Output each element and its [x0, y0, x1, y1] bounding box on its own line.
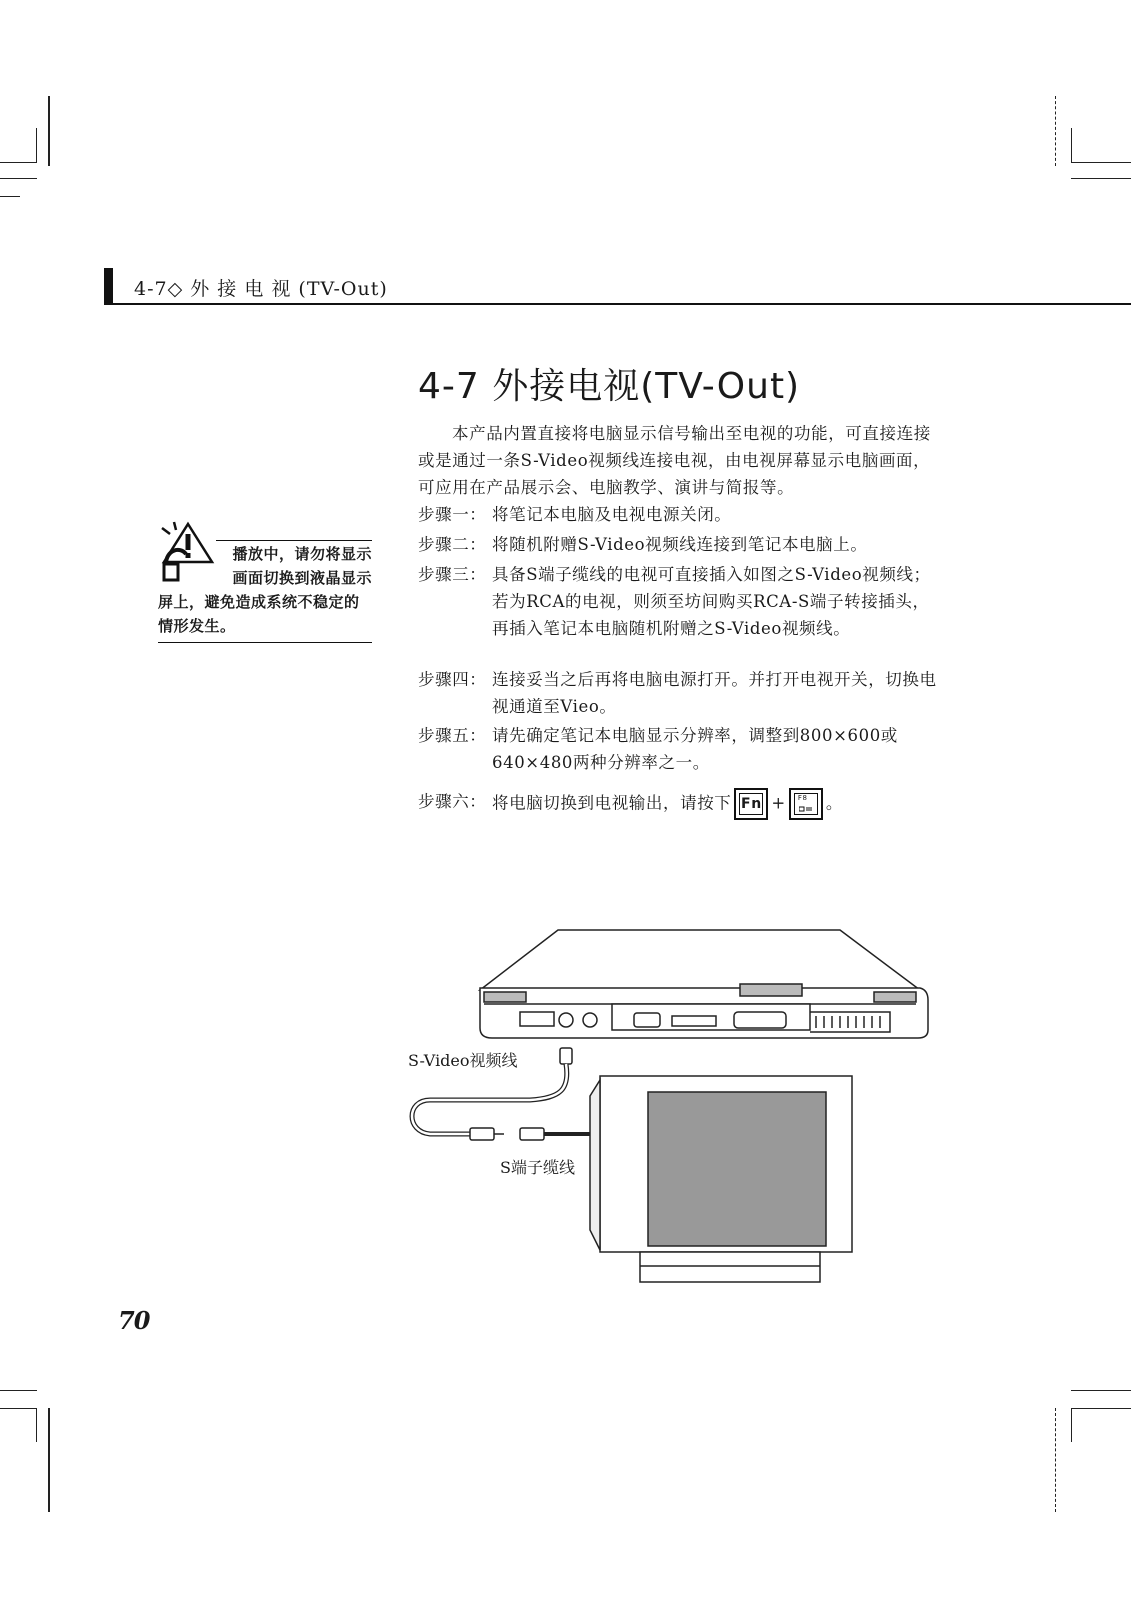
running-header-text: 4-7◇ 外 接 电 视 (TV-Out)	[134, 278, 388, 300]
note-bottom-rule	[158, 642, 372, 643]
f8-key-icon	[789, 788, 823, 820]
crop-mark	[1071, 128, 1072, 162]
step-label: 步骤五：	[418, 726, 487, 745]
step-text: 将笔记本电脑及电视电源关闭。	[492, 505, 732, 524]
svideo-cable-label: S-Video视频线	[408, 1051, 518, 1070]
page-number: 70	[118, 1306, 150, 1335]
intro-paragraph: 本产品内置直接将电脑显示信号输出至电视的功能，可直接连接或是通过一条S-Video视频线连接电视，由电视屏幕显示电脑画面，可应用在产品展示会、电脑教学、演讲与简报等。	[418, 424, 931, 497]
s-port-cable-label: S端子缆线	[500, 1158, 575, 1177]
fn-key-label: Fn	[741, 796, 762, 812]
crop-mark	[1071, 162, 1131, 163]
step-text: 请先确定笔记本电脑显示分辨率，调整到800×600或640×480两种分辨率之一。	[492, 726, 898, 772]
section-title: 4-7 外接电视(TV-Out)	[418, 366, 801, 407]
step-label: 步骤二：	[418, 535, 487, 554]
laptop-illustration	[480, 930, 928, 1038]
crop-mark	[0, 178, 37, 179]
crop-mark	[0, 1390, 37, 1391]
note-line-1: 播放中，请勿将显示	[232, 545, 372, 563]
note-top-rule	[216, 540, 372, 541]
step-text	[492, 788, 938, 820]
crop-mark	[1071, 1408, 1131, 1409]
crop-mark	[36, 1408, 37, 1442]
tv-illustration	[590, 1076, 852, 1282]
display-switch-icon	[799, 806, 813, 812]
step-5	[418, 722, 938, 776]
crop-mark	[36, 128, 37, 162]
step-label: 步骤六：	[418, 792, 487, 811]
fn-key-icon	[734, 788, 768, 820]
crop-mark	[1071, 1390, 1131, 1391]
step-label: 步骤一：	[418, 505, 487, 524]
step-text: 具备S端子缆线的电视可直接插入如图之S-Video视频线；若为RCA的电视，则须至坊间购买RCA-S端子转接插头，再插入笔记本电脑随机附赠之S-Video视频线。	[492, 565, 931, 638]
note-line-2: 画面切换到液晶显示	[232, 569, 372, 587]
header-rule	[104, 303, 1131, 305]
step-6-text: 将电脑切换到电视输出，请按下	[492, 793, 732, 813]
crop-mark	[48, 96, 50, 166]
crop-mark	[48, 1408, 50, 1512]
step-6-end: 。	[825, 793, 843, 813]
crop-mark	[1071, 178, 1131, 179]
crop-mark	[1071, 1408, 1072, 1442]
crop-mark	[1055, 96, 1057, 166]
step-6	[418, 788, 938, 820]
step-2	[418, 531, 938, 558]
step-text: 连接妥当之后再将电脑电源打开。并打开电视开关，切换电视通道至Vieo。	[492, 670, 937, 716]
warning-icon	[158, 520, 216, 582]
step-3	[418, 561, 938, 642]
note-text: 屏上，避免造成系统不稳定的情形发生。	[158, 593, 360, 635]
crop-mark	[0, 196, 20, 197]
crop-mark	[0, 162, 37, 163]
step-text: 将随机附赠S-Video视频线连接到笔记本电脑上。	[492, 535, 868, 554]
tv-connection-illustration	[400, 920, 960, 1290]
step-1	[418, 501, 938, 528]
header-bar	[104, 268, 113, 304]
step-label: 步骤四：	[418, 670, 487, 689]
step-label: 步骤三：	[418, 565, 487, 584]
step-4	[418, 666, 938, 720]
crop-mark	[0, 1408, 37, 1409]
running-header	[104, 268, 1131, 304]
plus-sign: +	[771, 793, 786, 813]
crop-mark	[1055, 1408, 1057, 1512]
f8-key-label: F8	[797, 794, 808, 802]
